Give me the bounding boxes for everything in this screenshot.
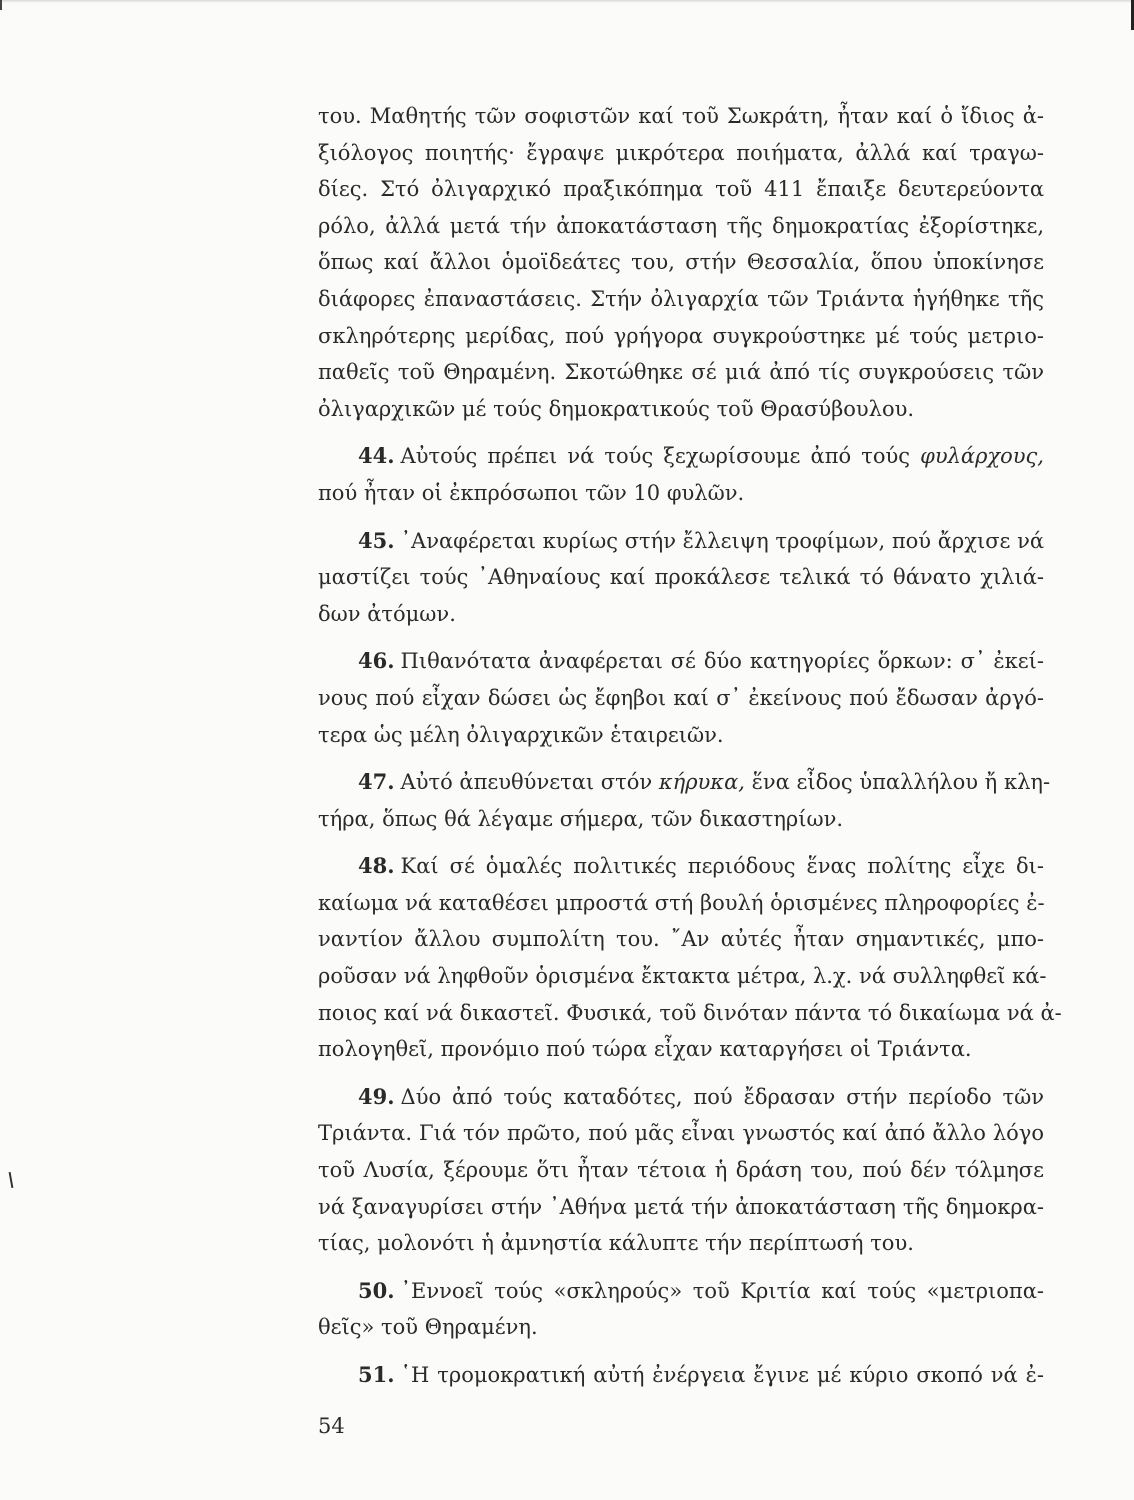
note-46 xyxy=(318,643,1044,680)
text-line: τίας, μολονότι ἡ ἀμνηστία κάλυπτε τήν περίπτωσή του. xyxy=(318,1231,914,1256)
text-line: δίες. Στό ὀλιγαρχικό πραξικόπημα τοῦ 411 ἔπαιξε δευτερεύοντα xyxy=(318,177,1044,202)
note-text: ᾽Εννοεῖ τούς «σκληρούς» τοῦ Κριτία καί τούς «μετριοπα- xyxy=(400,1278,1044,1303)
note-45 xyxy=(318,523,1044,560)
text-line: μαστίζει τούς ᾽Αθηναίους καί προκάλεσε τελικά τό θάνατο χιλιά- xyxy=(318,565,1044,590)
text-line: θεῖς» τοῦ Θηραμένη. xyxy=(318,1315,538,1340)
note-text: Πιθανότατα ἀναφέρεται σέ δύο κατηγορίες ὅρκων: σ᾽ ἐκεί- xyxy=(400,649,1044,674)
text-line: του. Μαθητής τῶν σοφιστῶν καί τοῦ Σωκράτη, ἦταν καί ὁ ἴδιος ἀ- xyxy=(318,104,1044,128)
note-49 xyxy=(318,1079,1044,1116)
note-48 xyxy=(318,848,1044,885)
note-text: Αὐτό ἀπευθύνεται στόν xyxy=(400,770,659,795)
note-text: Δύο ἀπό τούς καταδότες, πού ἔδρασαν στήν περίοδο τῶν xyxy=(400,1084,1044,1109)
note-text: Καί σέ ὁμαλές πολιτικές περιόδους ἕνας πολίτης εἶχε δι- xyxy=(400,854,1044,879)
text-line: καίωμα νά καταθέσει μπροστά στή βουλή ὁρισμένες πληροφορίες ἐ- xyxy=(318,890,1045,915)
text-line: δων ἀτόμων. xyxy=(318,601,456,626)
text-line: τερα ὡς μέλη ὀλιγαρχικῶν ἑταιρειῶν. xyxy=(318,722,724,747)
scan-top-edge xyxy=(0,0,1134,3)
page-number: 54 xyxy=(318,1414,345,1438)
note-50 xyxy=(318,1273,1044,1310)
note-text: ᾽Αναφέρεται κυρίως στήν ἔλλειψη τροφίμων, πού ἄρχισε νά xyxy=(400,528,1045,553)
scan-edge-mark xyxy=(0,0,2,10)
text-line: ὀλιγαρχικῶν μέ τούς δημοκρατικούς τοῦ Θρασύβουλου. xyxy=(318,396,915,421)
note-number: 45. xyxy=(358,527,395,553)
text-line: ροῦσαν νά ληφθοῦν ὁρισμένα ἔκτακτα μέτρα, λ.χ. νά συλληφθεῖ κά- xyxy=(318,964,1047,989)
note-text: Αὐτούς πρέπει νά τούς ξεχωρίσουμε ἀπό τούς xyxy=(400,444,921,469)
text-line: ναντίον ἄλλου συμπολίτη του. ῎Αν αὐτές ἦταν σημαντικές, μπο- xyxy=(318,927,1044,952)
text-line: τοῦ Λυσία, ξέρουμε ὅτι ἦταν τέτοια ἡ δράση του, πού δέν τόλμησε xyxy=(318,1158,1044,1183)
text-line: νους πού εἶχαν δώσει ὡς ἔφηβοι καί σ᾽ ἐκείνους πού ἔδωσαν ἀργό- xyxy=(318,685,1044,710)
text-line: διάφορες ἐπαναστάσεις. Στήν ὀλιγαρχία τῶν Τριάντα ἡγήθηκε τῆς xyxy=(318,286,1044,311)
note-number: 47. xyxy=(358,769,395,795)
note-italic-term: κήρυκα, xyxy=(658,770,745,795)
text-line: ρόλο, ἀλλά μετά τήν ἀποκατάσταση τῆς δημοκρατίας ἐξορίστηκε, xyxy=(318,213,1044,238)
text-line: πού ἦταν οἱ ἐκπρόσωποι τῶν 10 φυλῶν. xyxy=(318,480,745,505)
text-line: σκληρότερης μερίδας, πού γρήγορα συγκρούστηκε μέ τούς μετριο- xyxy=(318,323,1044,348)
note-number: 49. xyxy=(358,1083,395,1109)
text-line: νά ξαναγυρίσει στήν ᾽Αθήνα μετά τήν ἀποκατάσταση τῆς δημοκρα- xyxy=(318,1194,1044,1219)
note-number: 44. xyxy=(358,443,395,469)
note-number: 50. xyxy=(358,1277,395,1303)
note-number: 46. xyxy=(358,648,395,674)
note-44 xyxy=(318,438,1044,475)
text-line: ποιος καί νά δικαστεῖ. Φυσικά, τοῦ δινόταν πάντα τό δικαίωμα νά ἀ- xyxy=(318,1000,1062,1025)
notes-text xyxy=(318,98,1062,1394)
note-47 xyxy=(318,764,1051,801)
text-line: ξιόλογος ποιητής· ἔγραψε μικρότερα ποιήματα, ἀλλά καί τραγω- xyxy=(318,140,1044,165)
note-number: 48. xyxy=(358,853,395,879)
text-line: παθεῖς τοῦ Θηραμένη. Σκοτώθηκε σέ μιά ἀπό τίς συγκρούσεις τῶν xyxy=(318,360,1044,385)
text-line: Τριάντα. Γιά τόν πρῶτο, πού μᾶς εἶναι γνωστός καί ἀπό ἄλλο λόγο xyxy=(318,1121,1044,1146)
margin-mark xyxy=(9,1172,14,1188)
text-line: πολογηθεῖ, προνόμιο πού τώρα εἶχαν καταργήσει οἱ Τριάντα. xyxy=(318,1037,972,1062)
note-51 xyxy=(318,1357,1044,1394)
text-line: ὅπως καί ἄλλοι ὁμοϊδεάτες του, στήν Θεσσαλία, ὅπου ὑποκίνησε xyxy=(318,250,1044,275)
note-number: 51. xyxy=(358,1362,395,1387)
note-text: ῾Η τρομοκρατική αὐτή ἐνέργεια ἔγινε μέ κύριο σκοπό νά ἐ- xyxy=(400,1363,1044,1387)
note-italic-term: φυλάρχους, xyxy=(920,444,1044,469)
note-text: ἕνα εἶδος ὑπαλλήλου ἤ κλη- xyxy=(744,770,1051,795)
text-line: τήρα, ὅπως θά λέγαμε σήμερα, τῶν δικαστηρίων. xyxy=(318,806,844,831)
